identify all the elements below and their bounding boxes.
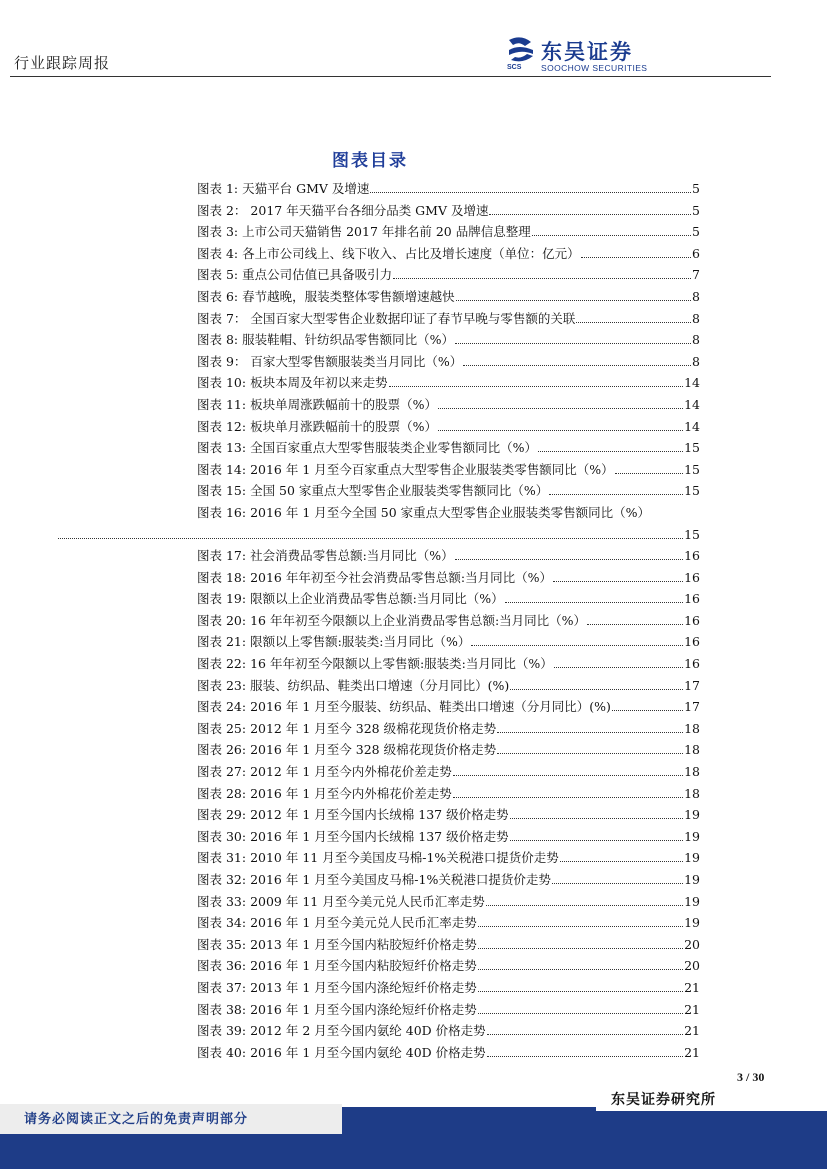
toc-entry-text: 16 年年初至今限额以上零售额:服装类:当月同比（%） bbox=[250, 656, 553, 672]
report-type: 行业跟踪周报 bbox=[14, 54, 111, 72]
toc-entry[interactable] bbox=[197, 675, 700, 697]
toc-entry-text: 2012 年 2 月至今国内氨纶 40D 价格走势 bbox=[250, 1023, 486, 1039]
toc-entry-text: 板块单周涨跌幅前十的股票（%） bbox=[250, 396, 437, 412]
toc-entry-page: 18 bbox=[684, 742, 700, 758]
toc-entry-text: 板块单月涨跌幅前十的股票（%） bbox=[250, 418, 437, 434]
toc-entry-page: 20 bbox=[684, 958, 700, 974]
toc-entry-label: 图表 29: bbox=[197, 807, 247, 823]
toc-entry-label: 图表 12: bbox=[197, 418, 247, 434]
toc-entry-page: 16 bbox=[684, 569, 700, 585]
toc-leader-dots bbox=[58, 528, 683, 538]
toc-entry-text: 板块本周及年初以来走势 bbox=[250, 375, 388, 391]
toc-leader-dots bbox=[612, 701, 683, 711]
toc-entry-label: 图表 39: bbox=[197, 1023, 247, 1039]
toc-entry-text: 2009 年 11 月至今美元兑人民币汇率走势 bbox=[250, 893, 485, 909]
toc-entry-page: 14 bbox=[684, 375, 700, 391]
toc-entry-text: 2016 年 1 月至今国内长绒棉 137 级价格走势 bbox=[250, 828, 509, 844]
toc-entry-page: 8 bbox=[692, 332, 700, 348]
toc-entry[interactable] bbox=[197, 351, 700, 373]
toc-entry[interactable] bbox=[197, 653, 700, 675]
toc-entry-page: 16 bbox=[684, 656, 700, 672]
toc-entry[interactable] bbox=[197, 308, 700, 330]
toc-entry-text: 2016 年 1 月至今 328 级棉花现货价格走势 bbox=[250, 742, 497, 758]
page-number: 3 / 30 bbox=[737, 1070, 765, 1084]
toc-entry-text: 社会消费品零售总额:当月同比（%） bbox=[250, 548, 454, 564]
toc-entry-page: 8 bbox=[692, 353, 700, 369]
toc-entry-label: 图表 34: bbox=[197, 915, 247, 931]
toc-title: 图表目录 bbox=[332, 151, 408, 171]
footer-org: 东吴证券研究所 bbox=[611, 1092, 716, 1108]
toc-entry-text: 2016 年 1 月至今全国 50 家重点大型零售企业服装类零售额同比（%） bbox=[250, 504, 650, 520]
toc-leader-dots bbox=[487, 1046, 683, 1056]
toc-entry-label: 图表 6: bbox=[197, 288, 239, 304]
logo-name-cn: 东吴证券 bbox=[541, 40, 633, 64]
toc-entry-page: 19 bbox=[684, 828, 700, 844]
toc-entry-page: 16 bbox=[684, 548, 700, 564]
toc-entry-text: 百家大型零售额服装类当月同比（%） bbox=[250, 353, 463, 369]
toc-entry-label: 图表 35: bbox=[197, 936, 247, 952]
toc-entry-page: 18 bbox=[684, 764, 700, 780]
toc-entry-page: 17 bbox=[684, 677, 700, 693]
toc-entry-page: 5 bbox=[692, 224, 700, 240]
logo-abbreviation: SCS bbox=[507, 64, 522, 71]
toc-entry-text: 2016 年 1 月至今美元兑人民币汇率走势 bbox=[250, 915, 477, 931]
toc-entry-label: 图表 8: bbox=[197, 332, 239, 348]
toc-entry-label: 图表 15: bbox=[197, 483, 247, 499]
toc-leader-dots bbox=[478, 982, 683, 992]
toc-entry[interactable] bbox=[197, 459, 700, 481]
toc-entry[interactable] bbox=[197, 243, 700, 265]
toc-entry[interactable] bbox=[197, 718, 700, 740]
toc-entry-text: 2010 年 11 月至今美国皮马棉-1%关税港口提货价走势 bbox=[250, 850, 559, 866]
toc-entry[interactable] bbox=[197, 761, 700, 783]
toc-entry-page: 5 bbox=[692, 202, 700, 218]
toc-entry[interactable] bbox=[197, 545, 700, 567]
toc-entry-page: 21 bbox=[684, 979, 700, 995]
toc-entry-label: 图表 1: bbox=[197, 181, 239, 196]
toc-leader-dots bbox=[456, 291, 691, 301]
toc-leader-dots bbox=[549, 485, 683, 495]
toc-entry-text: 各上市公司线上、线下收入、占比及增长速度（单位：亿元） bbox=[242, 245, 580, 261]
toc-leader-dots bbox=[505, 593, 683, 603]
toc-entry-text: 上市公司天猫销售 2017 年排名前 20 品牌信息整理 bbox=[242, 224, 531, 240]
toc-leader-dots bbox=[560, 852, 683, 862]
toc-leader-dots bbox=[453, 766, 683, 776]
toc-entry[interactable] bbox=[197, 286, 700, 308]
toc-entry-text: 春节越晚，服装类整体零售额增速越快 bbox=[242, 288, 455, 304]
toc-entry-page: 19 bbox=[684, 807, 700, 823]
toc-leader-dots bbox=[552, 874, 683, 884]
toc-entry-page: 14 bbox=[684, 418, 700, 434]
toc-entry-text: 2016 年年初至今社会消费品零售总额:当月同比（%） bbox=[250, 569, 552, 585]
toc-leader-dots bbox=[487, 1025, 683, 1035]
toc-entry-label: 图表 21: bbox=[197, 634, 247, 650]
toc-entry[interactable] bbox=[197, 999, 700, 1021]
toc-entry[interactable] bbox=[197, 394, 700, 416]
toc-entry-text: 全国百家大型零售企业数据印证了春节早晚与零售额的关联 bbox=[250, 310, 576, 326]
toc-entry-page: 19 bbox=[684, 872, 700, 887]
toc-entry-text: 重点公司估值已具备吸引力 bbox=[242, 267, 393, 283]
toc-entry-label: 图表 17: bbox=[197, 548, 247, 564]
toc-leader-dots bbox=[370, 183, 691, 193]
toc-entry-text: 2017 年天猫平台各细分品类 GMV 及增速 bbox=[250, 202, 489, 218]
toc-entry-label: 图表 40: bbox=[197, 1044, 247, 1060]
toc-entry-text: 2012 年 1 月至今国内长绒棉 137 级价格走势 bbox=[250, 807, 509, 823]
toc-entry[interactable] bbox=[197, 696, 700, 718]
toc-entry-text: 天猫平台 GMV 及增速 bbox=[242, 181, 370, 196]
toc-entry-label: 图表 27: bbox=[197, 764, 247, 780]
toc-entry-page: 21 bbox=[684, 1044, 700, 1060]
toc-leader-dots bbox=[438, 399, 683, 409]
toc-entry-text: 服装、纺织品、鞋类出口增速（分月同比）(%) bbox=[250, 677, 510, 693]
toc-leader-dots bbox=[510, 830, 684, 840]
toc-entry-page: 21 bbox=[684, 1023, 700, 1039]
toc-entry-label: 图表 14: bbox=[197, 461, 247, 477]
toc-entry-text: 2016 年 1 月至今美国皮马棉-1%关税港口提货价走势 bbox=[250, 872, 551, 887]
toc-entry-label: 图表 25: bbox=[197, 720, 247, 736]
toc-entry[interactable] bbox=[197, 416, 700, 438]
toc-leader-dots bbox=[478, 917, 683, 927]
toc-entry-text: 2012 年 1 月至今内外棉花价差走势 bbox=[250, 764, 452, 780]
toc-entry-label: 图表 3: bbox=[197, 224, 239, 240]
toc-entry[interactable] bbox=[197, 200, 700, 222]
toc-entry-label: 图表 7： bbox=[197, 310, 247, 326]
toc-entry[interactable] bbox=[197, 178, 700, 200]
toc-leader-dots bbox=[438, 420, 683, 430]
toc-leader-dots bbox=[497, 744, 683, 754]
soochow-logo-icon bbox=[505, 36, 537, 64]
table-of-figures bbox=[197, 178, 700, 1063]
toc-entry[interactable] bbox=[197, 502, 700, 545]
toc-leader-dots bbox=[510, 679, 683, 689]
toc-entry-text: 2016 年 1 月至今百家重点大型零售企业服装类零售额同比（%） bbox=[250, 461, 614, 477]
toc-entry-text: 全国百家重点大型零售服装类企业零售额同比（%） bbox=[250, 440, 537, 456]
toc-entry-page: 20 bbox=[684, 936, 700, 952]
toc-entry-page: 18 bbox=[684, 720, 700, 736]
toc-entry-page: 6 bbox=[692, 245, 700, 261]
toc-entry[interactable] bbox=[197, 783, 700, 805]
toc-entry-label: 图表 28: bbox=[197, 785, 247, 801]
toc-entry-page: 19 bbox=[684, 893, 700, 909]
toc-entry[interactable] bbox=[197, 221, 700, 243]
toc-entry-text: 16 年年初至今限额以上企业消费品零售总额:当月同比（%） bbox=[250, 612, 587, 628]
toc-entry-text: 2016 年 1 月至今国内涤纶短纤价格走势 bbox=[250, 1001, 477, 1017]
toc-entry-text: 2016 年 1 月至今国内氨纶 40D 价格走势 bbox=[250, 1044, 486, 1060]
toc-entry-label: 图表 32: bbox=[197, 872, 247, 887]
logo-name-en: SOOCHOW SECURITIES bbox=[541, 63, 648, 73]
header-divider bbox=[10, 76, 771, 77]
toc-entry[interactable] bbox=[197, 739, 700, 761]
toc-leader-dots bbox=[532, 226, 691, 236]
toc-entry-label: 图表 4: bbox=[197, 245, 239, 261]
toc-entry-page: 8 bbox=[692, 288, 700, 304]
toc-leader-dots bbox=[471, 636, 683, 646]
toc-leader-dots bbox=[478, 960, 683, 970]
toc-entry-label: 图表 38: bbox=[197, 1001, 247, 1017]
toc-entry[interactable] bbox=[197, 955, 700, 977]
toc-leader-dots bbox=[489, 204, 691, 214]
toc-entry-page: 19 bbox=[684, 915, 700, 931]
toc-entry[interactable] bbox=[197, 977, 700, 999]
toc-entry[interactable] bbox=[197, 631, 700, 653]
toc-entry[interactable] bbox=[197, 480, 700, 502]
toc-entry-text: 限额以上企业消费品零售总额:当月同比（%） bbox=[250, 591, 504, 607]
toc-leader-dots bbox=[455, 550, 683, 560]
toc-entry[interactable] bbox=[197, 826, 700, 848]
toc-entry-page: 14 bbox=[684, 396, 700, 412]
toc-entry[interactable] bbox=[197, 847, 700, 869]
toc-entry-label: 图表 24: bbox=[197, 699, 247, 715]
toc-entry-label: 图表 19: bbox=[197, 591, 247, 607]
toc-entry-label: 图表 9： bbox=[197, 353, 247, 369]
toc-entry-label: 图表 23: bbox=[197, 677, 247, 693]
toc-entry-label: 图表 10: bbox=[197, 375, 247, 391]
toc-entry-label: 图表 2： bbox=[197, 202, 247, 218]
toc-entry-label: 图表 16: bbox=[197, 504, 247, 520]
toc-leader-dots bbox=[510, 809, 684, 819]
toc-entry-page: 21 bbox=[684, 1001, 700, 1017]
toc-entry[interactable] bbox=[197, 264, 700, 286]
toc-entry[interactable] bbox=[197, 804, 700, 826]
toc-entry-page: 16 bbox=[684, 591, 700, 607]
toc-leader-dots bbox=[615, 463, 683, 473]
toc-entry-label: 图表 20: bbox=[197, 612, 247, 628]
toc-entry-text: 2016 年 1 月至今内外棉花价差走势 bbox=[250, 785, 452, 801]
toc-leader-dots bbox=[554, 658, 683, 668]
toc-entry[interactable] bbox=[197, 329, 700, 351]
toc-entry[interactable] bbox=[197, 437, 700, 459]
toc-leader-dots bbox=[486, 895, 683, 905]
toc-entry-text: 2013 年 1 月至今国内涤纶短纤价格走势 bbox=[250, 979, 477, 995]
toc-entry[interactable] bbox=[197, 372, 700, 394]
toc-entry-label: 图表 5: bbox=[197, 267, 239, 283]
toc-entry-text: 2012 年 1 月至今 328 级棉花现货价格走势 bbox=[250, 720, 497, 736]
toc-leader-dots bbox=[455, 334, 691, 344]
toc-leader-dots bbox=[389, 377, 684, 387]
toc-entry-text: 限额以上零售额:服装类:当月同比（%） bbox=[250, 634, 471, 650]
toc-leader-dots bbox=[587, 615, 683, 625]
toc-entry-text: 全国 50 家重点大型零售企业服装类零售额同比（%） bbox=[250, 483, 549, 499]
toc-entry-label: 图表 31: bbox=[197, 850, 247, 866]
toc-entry-page: 17 bbox=[684, 699, 700, 715]
toc-entry-page: 15 bbox=[684, 440, 700, 456]
toc-entry-label: 图表 18: bbox=[197, 569, 247, 585]
toc-entry[interactable] bbox=[197, 588, 700, 610]
toc-entry-page: 8 bbox=[692, 310, 700, 326]
toc-entry-page: 5 bbox=[692, 181, 700, 196]
toc-entry[interactable] bbox=[197, 912, 700, 934]
toc-entry[interactable] bbox=[197, 1042, 700, 1064]
footer-disclaimer: 请务必阅读正文之后的免责声明部分 bbox=[24, 1112, 249, 1127]
toc-leader-dots bbox=[453, 787, 683, 797]
toc-entry-label: 图表 37: bbox=[197, 979, 247, 995]
toc-entry[interactable] bbox=[197, 869, 700, 891]
toc-entry-page: 16 bbox=[684, 612, 700, 628]
toc-entry[interactable] bbox=[197, 934, 700, 956]
toc-entry-label: 图表 33: bbox=[197, 893, 247, 909]
toc-entry-text: 2016 年 1 月至今服装、纺织品、鞋类出口增速（分月同比）(%) bbox=[250, 699, 611, 715]
toc-entry-text: 服装鞋帽、针纺织品零售额同比（%） bbox=[242, 332, 455, 348]
toc-entry-label: 图表 22: bbox=[197, 656, 247, 672]
toc-entry-label: 图表 13: bbox=[197, 440, 247, 456]
toc-entry-label: 图表 36: bbox=[197, 958, 247, 974]
toc-entry-page: 18 bbox=[684, 785, 700, 801]
toc-leader-dots bbox=[497, 722, 683, 732]
toc-leader-dots bbox=[463, 355, 691, 365]
toc-entry[interactable] bbox=[197, 610, 700, 632]
toc-leader-dots bbox=[393, 269, 691, 279]
toc-entry-label: 图表 30: bbox=[197, 828, 247, 844]
toc-leader-dots bbox=[576, 312, 691, 322]
toc-leader-dots bbox=[581, 247, 691, 257]
toc-entry-page: 15 bbox=[684, 461, 700, 477]
toc-leader-dots bbox=[553, 571, 683, 581]
toc-entry-label: 图表 11: bbox=[197, 396, 247, 412]
toc-entry-page: 16 bbox=[684, 634, 700, 650]
toc-entry[interactable] bbox=[197, 567, 700, 589]
toc-entry[interactable] bbox=[197, 1020, 700, 1042]
toc-entry-page: 15 bbox=[684, 483, 700, 499]
toc-leader-dots bbox=[538, 442, 683, 452]
toc-entry-page: 7 bbox=[692, 267, 700, 283]
toc-entry[interactable] bbox=[197, 891, 700, 913]
toc-entry-label: 图表 26: bbox=[197, 742, 247, 758]
toc-entry-text: 2013 年 1 月至今国内粘胶短纤价格走势 bbox=[250, 936, 477, 952]
toc-entry-text: 2016 年 1 月至今国内粘胶短纤价格走势 bbox=[250, 958, 477, 974]
toc-leader-dots bbox=[478, 938, 683, 948]
toc-entry-page: 15 bbox=[684, 526, 700, 542]
toc-entry-page: 19 bbox=[684, 850, 700, 866]
toc-leader-dots bbox=[478, 1003, 683, 1013]
company-logo bbox=[505, 36, 675, 76]
